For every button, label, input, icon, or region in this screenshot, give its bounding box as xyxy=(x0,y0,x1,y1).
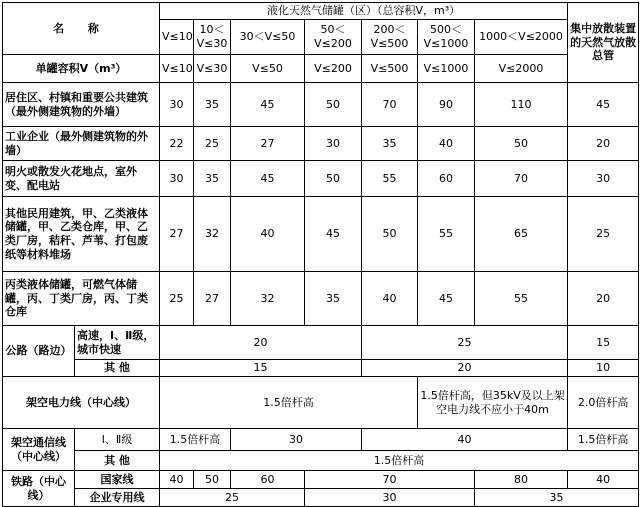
single-tank-value: V≤500 xyxy=(362,55,418,83)
table-cell: 25 xyxy=(160,489,305,507)
table-cell: 1.5倍杆高 xyxy=(160,429,231,451)
table-cell: 45 xyxy=(305,197,362,272)
table-cell: 80 xyxy=(475,471,568,489)
table-cell: 27 xyxy=(231,127,305,161)
distance-table xyxy=(2,2,639,507)
table-cell: 1.5倍杆高 xyxy=(568,429,639,451)
table-cell: 50 xyxy=(194,471,231,489)
table-cell: 35 xyxy=(305,272,362,326)
table-cell: 30 xyxy=(568,161,639,197)
table-cell: 45 xyxy=(568,83,639,127)
table-cell: 90 xyxy=(418,83,475,127)
road-label: 公路（路边） xyxy=(3,326,75,377)
single-tank-value: V≤30 xyxy=(194,55,231,83)
table-cell: 40 xyxy=(568,471,639,489)
table-cell: 50 xyxy=(305,161,362,197)
header-range: 500＜V≤1000 xyxy=(418,20,475,55)
row-name: 丙类液体储罐，可燃气体储罐，丙、丁类厂房，丙、丁类仓库 xyxy=(3,272,160,326)
table-cell: 70 xyxy=(475,161,568,197)
table-cell: 25 xyxy=(362,326,568,360)
comm-grade12-label: Ⅰ、Ⅱ级 xyxy=(75,429,160,451)
comm-line-label: 架空通信线（中心线） xyxy=(3,429,75,471)
table-cell: 25 xyxy=(568,197,639,272)
table-cell: 20 xyxy=(568,127,639,161)
table-cell: 60 xyxy=(418,161,475,197)
table-cell: 30 xyxy=(231,429,362,451)
table-cell: 30 xyxy=(160,83,194,127)
table-cell: 1.5倍杆高，但35kV及以上架空电力线不应小于40m xyxy=(418,377,568,429)
table-cell: 65 xyxy=(475,197,568,272)
railway-label: 铁路（中心线） xyxy=(3,471,75,507)
table-cell: 40 xyxy=(160,471,194,489)
table-cell: 10 xyxy=(568,360,639,377)
railway-enterprise-label: 企业专用线 xyxy=(75,489,160,507)
table-cell: 70 xyxy=(362,83,418,127)
table-cell: 70 xyxy=(305,471,475,489)
header-range: V≤10 xyxy=(160,20,194,55)
row-name: 明火或散发火花地点，室外变、配电站 xyxy=(3,161,160,197)
table-cell: 1.5倍杆高 xyxy=(160,451,639,471)
table-cell: 30 xyxy=(305,489,475,507)
table-cell: 50 xyxy=(305,83,362,127)
row-name: 其他民用建筑，甲、乙类液体储罐，甲、乙类仓库，甲、乙类厂房，秸秆、芦苇、打包废纸等材料堆场 xyxy=(3,197,160,272)
single-tank-label: 单罐容积V（m³） xyxy=(3,55,160,83)
single-tank-value: V≤10 xyxy=(160,55,194,83)
table-cell: 50 xyxy=(475,127,568,161)
table-cell: 50 xyxy=(362,197,418,272)
table-cell: 55 xyxy=(475,272,568,326)
table-cell: 40 xyxy=(362,429,568,451)
header-range: 50＜V≤200 xyxy=(305,20,362,55)
table-cell: 27 xyxy=(194,272,231,326)
table-cell: 20 xyxy=(362,360,568,377)
single-tank-value: V≤200 xyxy=(305,55,362,83)
table-cell: 55 xyxy=(418,197,475,272)
table-cell: 45 xyxy=(231,83,305,127)
header-range: 1000＜V≤2000 xyxy=(475,20,568,55)
header-range: 30＜V≤50 xyxy=(231,20,305,55)
header-group: 液化天然气储罐（区）（总容积V，m³） xyxy=(160,3,568,20)
header-range: 200＜V≤500 xyxy=(362,20,418,55)
row-name: 居住区、村镇和重要公共建筑（最外侧建筑物的外墙） xyxy=(3,83,160,127)
table-cell: 35 xyxy=(475,489,639,507)
table-cell: 110 xyxy=(475,83,568,127)
table-cell: 27 xyxy=(160,197,194,272)
table-cell: 35 xyxy=(194,161,231,197)
table-cell: 22 xyxy=(160,127,194,161)
railway-national-label: 国家线 xyxy=(75,471,160,489)
table-cell: 32 xyxy=(231,272,305,326)
header-range: 10＜V≤30 xyxy=(194,20,231,55)
table-cell: 40 xyxy=(418,127,475,161)
road-highway-label: 高速，Ⅰ、Ⅱ级，城市快速 xyxy=(75,326,160,360)
table-cell: 32 xyxy=(194,197,231,272)
table-cell: 30 xyxy=(160,161,194,197)
table-cell: 40 xyxy=(362,272,418,326)
table-cell: 20 xyxy=(160,326,362,360)
single-tank-value: V≤1000 xyxy=(418,55,475,83)
table-cell: 35 xyxy=(362,127,418,161)
row-name: 工业企业（最外侧建筑物的外墙） xyxy=(3,127,160,161)
table-cell: 2.0倍杆高 xyxy=(568,377,639,429)
header-vent-main: 集中放散装置的天然气放散总管 xyxy=(568,3,639,83)
table-cell: 15 xyxy=(160,360,362,377)
table-cell: 40 xyxy=(231,197,305,272)
table-cell: 45 xyxy=(231,161,305,197)
single-tank-value: V≤50 xyxy=(231,55,305,83)
table-cell: 15 xyxy=(568,326,639,360)
table-cell: 35 xyxy=(194,83,231,127)
road-other-label: 其 他 xyxy=(75,360,160,377)
table-cell: 20 xyxy=(568,272,639,326)
table-cell: 30 xyxy=(305,127,362,161)
table-cell: 45 xyxy=(418,272,475,326)
power-line-label: 架空电力线（中心线） xyxy=(3,377,160,429)
table-cell: 25 xyxy=(194,127,231,161)
single-tank-value: V≤2000 xyxy=(475,55,568,83)
table-cell: 1.5倍杆高 xyxy=(160,377,418,429)
header-name: 名 称 xyxy=(3,3,160,55)
comm-other-label: 其 他 xyxy=(75,451,160,471)
table-cell: 25 xyxy=(160,272,194,326)
table-cell: 60 xyxy=(231,471,305,489)
table-cell: 55 xyxy=(362,161,418,197)
